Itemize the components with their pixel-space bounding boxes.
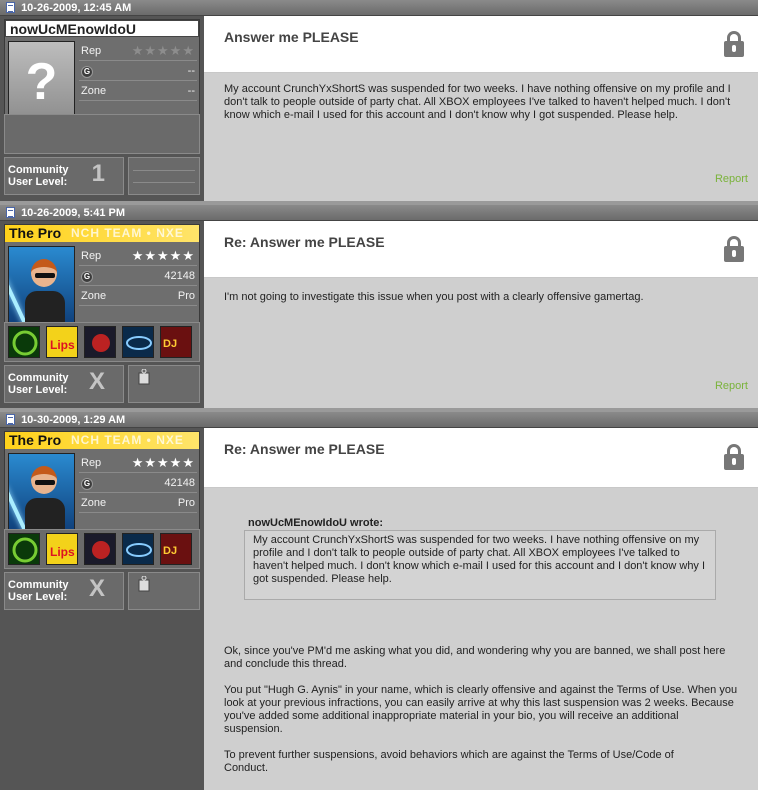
rep-row	[79, 453, 197, 473]
post-body: I'm not going to investigate this issue when you post with a clearly offensive gamertag.	[224, 291, 644, 303]
quote-author: nowUcMEnowIdoU wrote:	[248, 517, 384, 529]
post-paragraph-3: To prevent further suspensions, avoid behaviors which are against the Terms of Use/Code of Conduct.	[224, 749, 674, 774]
badge-lips-icon[interactable]	[46, 533, 78, 565]
lock-icon	[724, 444, 744, 470]
rep-stars-icon: ★★★★★	[131, 43, 195, 58]
zone-value: Pro	[177, 290, 195, 302]
post-title: Re: Answer me PLEASE	[224, 441, 385, 457]
gamerscore-icon: G	[81, 66, 93, 78]
lock-icon	[724, 31, 744, 57]
post-date-header	[0, 205, 758, 221]
post-content	[204, 428, 758, 790]
gamercard[interactable]	[4, 224, 200, 328]
zone-row	[79, 493, 197, 513]
author-sidebar	[0, 16, 204, 201]
gamerscore-value: 42148	[164, 270, 195, 282]
post-title-bar	[204, 221, 758, 278]
post-body: My account CrunchYxShortS was suspended for two weeks. I have nothing offensive on my profile and I don't talk to people outside of party chat. All XBOX employees I've talked to haven't helped much. I don't know which e-mail I used for this account and I don't know why I got suspended. Please help.	[224, 83, 731, 121]
post-title-bar	[204, 16, 758, 73]
report-link[interactable]: Report	[714, 173, 748, 185]
zone-value: Pro	[177, 497, 195, 509]
badge-22-icon[interactable]	[8, 326, 40, 358]
badges-box	[4, 114, 200, 154]
gamercard-stats	[79, 41, 197, 101]
post-1	[0, 0, 758, 201]
rep-row	[79, 41, 197, 61]
zone-value: --	[187, 85, 195, 97]
gamerscore-value: --	[187, 65, 195, 77]
community-level-value: 1	[91, 160, 105, 187]
avatar-placeholder	[8, 41, 75, 121]
gamertag-watermark: NCH TEAM • NXE	[71, 226, 184, 240]
community-level-label: Community User Level:	[8, 579, 69, 603]
gamertag-watermark: NCH TEAM • NXE	[71, 433, 184, 447]
gamerscore-icon: G	[81, 271, 93, 283]
zone-row	[79, 286, 197, 306]
avatar	[8, 453, 75, 533]
svg-text:DJ: DJ	[163, 338, 178, 350]
zone-label: Zone	[81, 497, 107, 509]
quote-box: My account CrunchYxShortS was suspended for two weeks. I have nothing offensive on my profile and I don't talk to people outside of party chat. All XBOX employees I've talked to haven't helped much. I don't know which e-mail I used for this account and I don't know why I got suspended. Please help.	[244, 530, 716, 600]
rep-label: Rep	[81, 457, 102, 469]
post-title-bar	[204, 428, 758, 488]
tag-icon	[137, 576, 151, 592]
lock-icon	[724, 236, 744, 262]
rep-label: Rep	[81, 45, 102, 57]
post-document-icon	[6, 2, 15, 13]
svg-text:Lips: Lips	[50, 338, 75, 352]
author-sidebar	[0, 221, 204, 408]
badge-akiro-icon[interactable]	[84, 533, 116, 565]
extra-info-box	[128, 157, 200, 195]
community-level-box	[4, 157, 124, 195]
gamerscore-row	[79, 473, 197, 493]
post-paragraph-1: Ok, since you've PM'd me asking what you did, and wondering why you are banned, we shall post here and conclude this thread.	[224, 645, 726, 670]
community-level-label: Community User Level:	[8, 372, 69, 396]
gamerscore-icon: G	[81, 478, 93, 490]
post-paragraph-2: You put "Hugh G. Aynis" in your name, which is clearly offensive and against the Terms of Use. When you look at your previous infractions, you can easily arrive at why this last suspension was 2 weeks. Because you've added some additional inappropriate material in your bio, you will receive an additional suspension.	[224, 684, 738, 735]
badges-box	[4, 529, 200, 569]
zone-label: Zone	[81, 85, 107, 97]
rep-label: Rep	[81, 250, 102, 262]
gamercard[interactable]	[4, 19, 200, 123]
gamertag[interactable]: nowUcMEnowIdoU	[5, 20, 199, 37]
report-link[interactable]: Report	[714, 380, 748, 392]
community-level-box	[4, 365, 124, 403]
badge-22-icon[interactable]	[8, 533, 40, 565]
rep-stars-icon: ★★★★★	[131, 455, 195, 470]
post-document-icon	[6, 207, 15, 218]
tag-icon	[137, 369, 151, 385]
post-title: Answer me PLEASE	[224, 29, 359, 45]
svg-text:DJ: DJ	[163, 545, 178, 557]
post-title: Re: Answer me PLEASE	[224, 234, 385, 250]
author-sidebar	[0, 428, 204, 790]
question-mark-icon: ?	[25, 53, 58, 111]
community-level-label: Community User Level:	[8, 164, 69, 188]
gamertag[interactable]: The Pro NCH TEAM • NXE	[5, 432, 199, 449]
svg-text:Lips: Lips	[50, 545, 75, 559]
badge-dj-hero-icon[interactable]	[160, 326, 192, 358]
community-level-box	[4, 572, 124, 610]
tag-box	[128, 572, 200, 610]
gamercard-stats	[79, 246, 197, 306]
post-date-header	[0, 0, 758, 16]
badge-halo-icon[interactable]	[122, 326, 154, 358]
badge-lips-icon[interactable]	[46, 326, 78, 358]
gamercard[interactable]	[4, 431, 200, 535]
badge-halo-icon[interactable]	[122, 533, 154, 565]
badge-akiro-icon[interactable]	[84, 326, 116, 358]
gamertag[interactable]: The Pro NCH TEAM • NXE	[5, 225, 199, 242]
post-document-icon	[6, 414, 15, 425]
gamerscore-row	[79, 266, 197, 286]
avatar	[8, 246, 75, 326]
tag-box	[128, 365, 200, 403]
gamercard-stats	[79, 453, 197, 513]
post-date-header	[0, 412, 758, 428]
gamerscore-value: 42148	[164, 477, 195, 489]
zone-row	[79, 81, 197, 101]
badges-box	[4, 322, 200, 362]
rep-stars-icon: ★★★★★	[131, 248, 195, 263]
post-2	[0, 205, 758, 408]
rep-row	[79, 246, 197, 266]
post-date: 10-30-2009, 1:29 AM	[21, 414, 126, 426]
gamerscore-row	[79, 61, 197, 81]
community-level-value: X	[88, 575, 105, 602]
post-3	[0, 412, 758, 790]
post-content	[204, 16, 758, 201]
badge-dj-hero-icon[interactable]	[160, 533, 192, 565]
post-date: 10-26-2009, 5:41 PM	[21, 207, 126, 219]
community-level-value: X	[88, 368, 105, 395]
post-date: 10-26-2009, 12:45 AM	[21, 2, 132, 14]
zone-label: Zone	[81, 290, 107, 302]
post-content	[204, 221, 758, 408]
